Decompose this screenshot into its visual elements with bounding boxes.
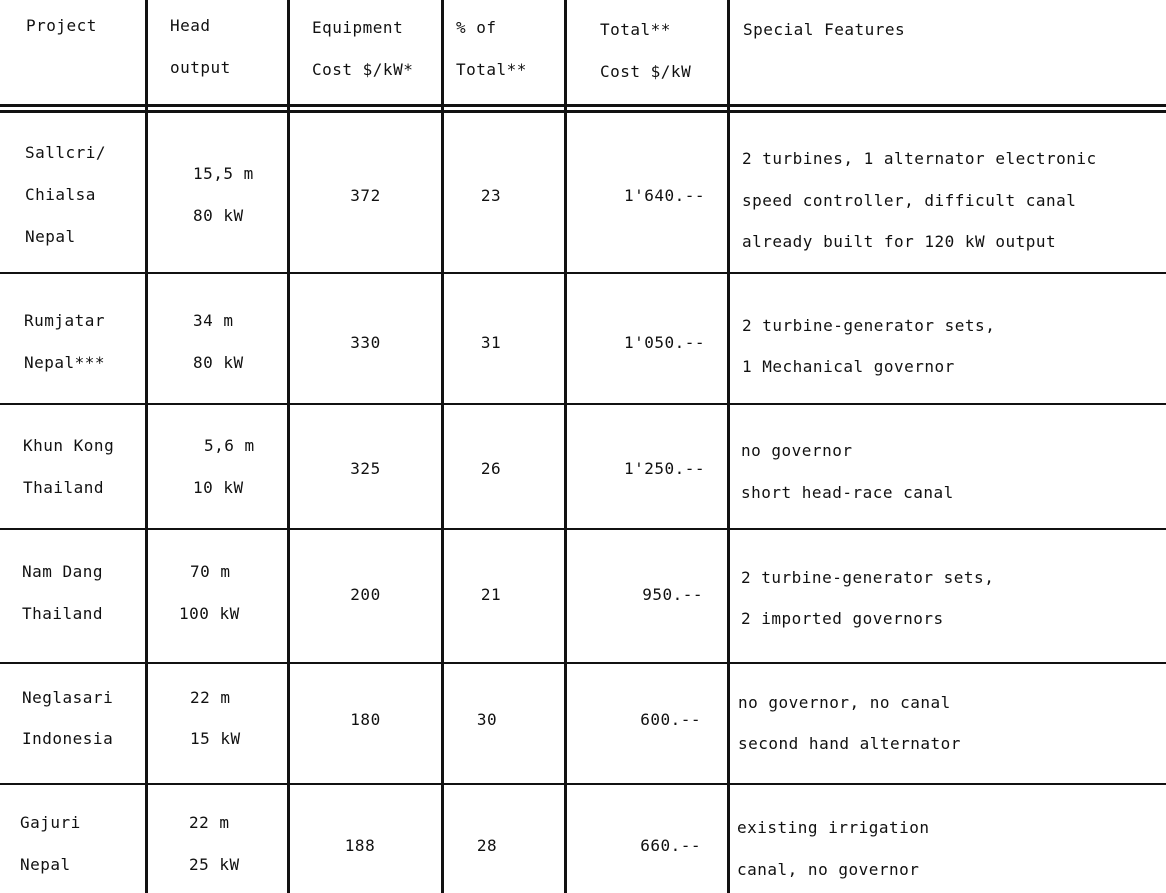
column-divider [564,0,567,893]
project-name: Khun Kong [23,436,115,455]
features-text: 2 imported governors [741,609,944,628]
head-value: 70 m [190,562,231,581]
project-name: Rumjatar [24,311,106,330]
output-value: 15 kW [190,729,241,748]
features-text: 1 Mechanical governor [742,357,955,376]
column-divider [145,0,148,893]
head-value: 15,5 m [193,164,254,183]
features-text: no governor [741,441,853,460]
features-text: existing irrigation [737,818,930,837]
pct-total: 30 [476,710,498,729]
total-cost: 1'250.-- [623,459,705,478]
project-name: Chialsa [25,185,96,204]
head-value: 5,6 m [204,436,255,455]
pct-total: 26 [480,459,502,478]
output-value: 80 kW [193,206,244,225]
equipment-cost: 188 [344,836,376,855]
head-value: 22 m [189,813,230,832]
features-text: 2 turbines, 1 alternator electronic [742,149,1097,168]
header-head: Head [170,16,211,35]
header-pct-of: % of [456,18,497,37]
total-cost: 600.-- [640,710,701,729]
project-name: Neglasari [22,688,114,707]
project-country: Thailand [23,478,105,497]
project-country: Nepal [20,855,71,874]
output-value: 80 kW [193,353,244,372]
project-name: Nam Dang [22,562,104,581]
output-value: 10 kW [193,478,244,497]
column-divider [727,0,730,893]
row-divider [0,662,1166,664]
header-total-cost: Cost $/kW [600,62,692,81]
header-equipment-cost: Cost $/kW* [312,60,414,79]
equipment-cost: 372 [350,186,381,205]
row-divider [0,528,1166,530]
features-text: second hand alternator [738,734,961,753]
header-separator [0,104,1166,113]
features-text: 2 turbine-generator sets, [741,568,995,587]
project-country: Thailand [22,604,104,623]
row-divider [0,272,1166,274]
output-value: 25 kW [189,855,240,874]
pct-total: 23 [480,186,502,205]
column-divider [441,0,444,893]
row-divider [0,783,1166,785]
project-country: Indonesia [22,729,114,748]
head-value: 34 m [193,311,234,330]
column-divider [287,0,290,893]
pct-total: 31 [480,333,502,352]
project-name: Gajuri [20,813,81,832]
features-text: no governor, no canal [738,693,951,712]
project-country: Nepal*** [24,353,106,372]
total-cost: 1'050.-- [623,333,705,352]
equipment-cost: 325 [350,459,381,478]
header-pct-total: Total** [456,60,527,79]
features-text: speed controller, difficult canal [742,191,1077,210]
project-name: Sallcri/ [25,143,107,162]
equipment-cost: 180 [350,710,381,729]
equipment-cost: 330 [350,333,381,352]
features-text: already built for 120 kW output [742,232,1057,251]
pct-total: 28 [476,836,498,855]
output-value: 100 kW [179,604,240,623]
features-text: 2 turbine-generator sets, [742,316,996,335]
total-cost: 660.-- [640,836,701,855]
head-value: 22 m [190,688,231,707]
row-divider [0,403,1166,405]
total-cost: 950.-- [642,585,703,604]
features-text: short head-race canal [741,483,954,502]
header-output: output [170,58,231,77]
features-text: canal, no governor [737,860,920,879]
header-project: Project [26,16,97,35]
header-special-features: Special Features [743,20,906,39]
header-equipment: Equipment [312,18,404,37]
total-cost: 1'640.-- [623,186,705,205]
pct-total: 21 [480,585,502,604]
project-country: Nepal [25,227,76,246]
header-total: Total** [600,20,671,39]
equipment-cost: 200 [350,585,381,604]
